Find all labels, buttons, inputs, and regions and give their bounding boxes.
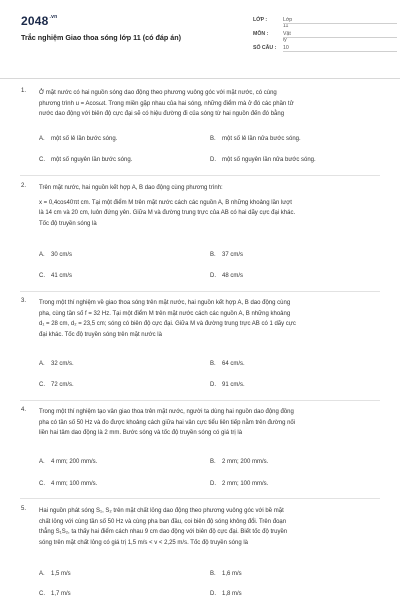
option-text: 30 cm/s xyxy=(51,252,73,258)
question-text xyxy=(39,506,366,548)
option-letter: A. xyxy=(39,136,45,142)
option-text: một số nguyên lần bước sóng. xyxy=(51,157,133,163)
option-text: 37 cm/s xyxy=(222,252,244,258)
option-a[interactable] xyxy=(39,571,71,577)
question-line: Trên mặt nước, hai nguồn kết hợp A, B dao động cùng phương trình: xyxy=(39,185,223,191)
question-text xyxy=(39,183,366,229)
option-letter: D. xyxy=(210,157,216,163)
option-letter: A. xyxy=(39,571,45,577)
logo-text: 2048 xyxy=(21,14,49,28)
option-d[interactable] xyxy=(210,481,268,487)
option-letter: C. xyxy=(39,273,45,279)
option-letter: D. xyxy=(210,481,216,487)
option-a[interactable] xyxy=(39,252,72,258)
option-text: 1,8 m/s xyxy=(222,591,242,597)
question-line: đại khác. Tốc độ truyền sóng trên mặt nước là xyxy=(39,331,162,338)
question-line: pha có tần số 50 Hz và đo được khoảng cách giữa hai vân cực tiểu liên tiếp nằm trên đường nối xyxy=(39,419,296,426)
option-c[interactable] xyxy=(39,481,97,487)
question-divider xyxy=(20,400,380,401)
option-letter: D. xyxy=(210,382,216,388)
question-divider xyxy=(20,291,380,292)
site-logo[interactable] xyxy=(21,14,57,28)
question-line: Hai nguồn phát sóng S₁, S₂ trên mặt chất lỏng dao động theo phương vuông góc với bề mặt xyxy=(39,508,284,514)
option-b[interactable] xyxy=(210,136,301,142)
option-text: 2 mm; 200 mm/s. xyxy=(222,459,269,465)
option-letter: B. xyxy=(210,571,216,577)
option-text: 72 cm/s. xyxy=(51,382,74,388)
option-text: 48 cm/s xyxy=(222,273,244,279)
option-letter: B. xyxy=(210,136,216,142)
option-text: một số nguyên lần nửa bước sóng. xyxy=(222,157,316,163)
option-letter: B. xyxy=(210,252,216,258)
option-letter: C. xyxy=(39,481,45,487)
question-line: thẳng S₁S₂, ta thấy hai điểm cách nhau 9 cm dao động với biên độ cực đại. Biết tốc độ truyền xyxy=(39,529,288,535)
option-a[interactable] xyxy=(39,459,97,465)
question-number: 5. xyxy=(21,506,27,512)
question-line: x = 0,4cos40πt cm. Tại một điểm M trên mặt nước cách các nguồn A, B những khoảng lần lượt xyxy=(39,199,292,206)
question-divider xyxy=(20,175,380,176)
question-line: pha, cùng tần số f = 32 Hz. Tại một điểm M trên mặt nước cách các nguồn A, B những khoảng xyxy=(39,310,291,317)
question-number: 3. xyxy=(21,298,27,304)
option-letter: A. xyxy=(39,361,45,367)
option-c[interactable] xyxy=(39,273,72,279)
option-b[interactable] xyxy=(210,361,245,367)
question-line: sóng trên mặt chất lỏng có giá trị 1,5 m/s < v < 2,25 m/s. Tốc độ truyền sóng là xyxy=(39,539,248,546)
question-number: 2. xyxy=(21,183,27,189)
question-line: Trong một thí nghiệm về giao thoa sóng trên mặt nước, hai nguồn kết hợp A, B dao động cùng xyxy=(39,300,291,306)
meta-value: 10 xyxy=(283,45,289,51)
question-line: d₁ = 28 cm, d₂ = 23,5 cm; sóng có biên độ cực đại. Giữa M và đường trung trực AB có 1 dãy cực xyxy=(39,321,296,327)
meta-key: LỚP : xyxy=(253,17,268,23)
question-line: Tốc độ truyền sóng là xyxy=(39,220,97,227)
option-b[interactable] xyxy=(210,459,268,465)
document-title: Trắc nghiệm Giao thoa sóng lớp 11 (có đáp án) xyxy=(21,33,182,42)
meta-underline xyxy=(283,23,397,24)
option-text: 1,5 m/s xyxy=(51,571,71,577)
logo-suffix: .vn xyxy=(49,14,58,20)
option-c[interactable] xyxy=(39,157,132,163)
option-letter: C. xyxy=(39,591,45,597)
option-text: 1,6 m/s xyxy=(222,571,242,577)
option-text: 41 cm/s xyxy=(51,273,73,279)
option-letter: C. xyxy=(39,382,45,388)
header-divider xyxy=(0,78,400,79)
meta-key: MÔN : xyxy=(253,31,269,37)
option-b[interactable] xyxy=(210,571,242,577)
meta-value: Lớp 11 xyxy=(283,17,293,29)
question-line: Ở mặt nước có hai nguồn sóng dao động theo phương vuông góc với mặt nước, có cùng xyxy=(39,90,277,96)
option-d[interactable] xyxy=(210,591,242,597)
option-b[interactable] xyxy=(210,252,243,258)
question-divider xyxy=(20,498,380,499)
question-text xyxy=(39,88,366,120)
option-text: 4 mm; 100 mm/s. xyxy=(51,481,98,487)
option-a[interactable] xyxy=(39,361,74,367)
option-text: một số lẻ lần bước sóng. xyxy=(51,136,118,142)
option-text: 64 cm/s. xyxy=(222,361,245,367)
document-header xyxy=(0,0,400,78)
question-line: Trong một thí nghiệm tạo vân giao thoa trên mặt nước, người ta dùng hai nguồn dao động đồng xyxy=(39,409,294,415)
option-letter: C. xyxy=(39,157,45,163)
question-line: nước dao động với biên độ cực đại sẽ có hiệu đường đi của sóng từ hai nguồn đến đó bằng xyxy=(39,111,285,117)
question-line: là 14 cm và 20 cm, luôn đứng yên. Giữa M và đường trung trực của AB có hai dãy cực đại khác. xyxy=(39,210,296,216)
question-text xyxy=(39,407,366,439)
meta-underline xyxy=(283,37,397,38)
option-d[interactable] xyxy=(210,273,243,279)
option-text: 2 mm; 100 mm/s. xyxy=(222,481,269,487)
option-d[interactable] xyxy=(210,382,245,388)
option-c[interactable] xyxy=(39,382,74,388)
meta-value: Vật lý xyxy=(283,31,291,43)
option-text: 32 cm/s. xyxy=(51,361,74,367)
option-d[interactable] xyxy=(210,157,316,163)
option-letter: B. xyxy=(210,459,216,465)
option-text: 1,7 m/s xyxy=(51,591,71,597)
option-letter: B. xyxy=(210,361,216,367)
option-text: một số lẻ lần nửa bước sóng. xyxy=(222,136,301,142)
option-letter: D. xyxy=(210,591,216,597)
option-letter: A. xyxy=(39,459,45,465)
meta-underline xyxy=(283,51,397,52)
option-text: 4 mm; 200 mm/s. xyxy=(51,459,98,465)
option-letter: A. xyxy=(39,252,45,258)
question-line: liền hai tâm dao động là 2 mm. Bước sóng và tốc độ truyền sóng có giá trị là xyxy=(39,430,243,436)
meta-key: SỐ CÂU : xyxy=(253,45,277,51)
option-letter: D. xyxy=(210,273,216,279)
option-a[interactable] xyxy=(39,136,117,142)
question-text xyxy=(39,298,366,340)
question-number: 4. xyxy=(21,407,27,413)
option-text: 91 cm/s. xyxy=(222,382,245,388)
question-line: chất lỏng với cùng tần số 50 Hz và cùng pha ban đầu, coi biên độ sóng không đổi. Trên đoạn xyxy=(39,518,287,525)
question-number: 1. xyxy=(21,88,27,94)
option-c[interactable] xyxy=(39,591,71,597)
question-line: phương trình u = Acosωt. Trong miền gặp nhau của hai sóng, những điểm mà ở đó các phần tử xyxy=(39,100,294,107)
